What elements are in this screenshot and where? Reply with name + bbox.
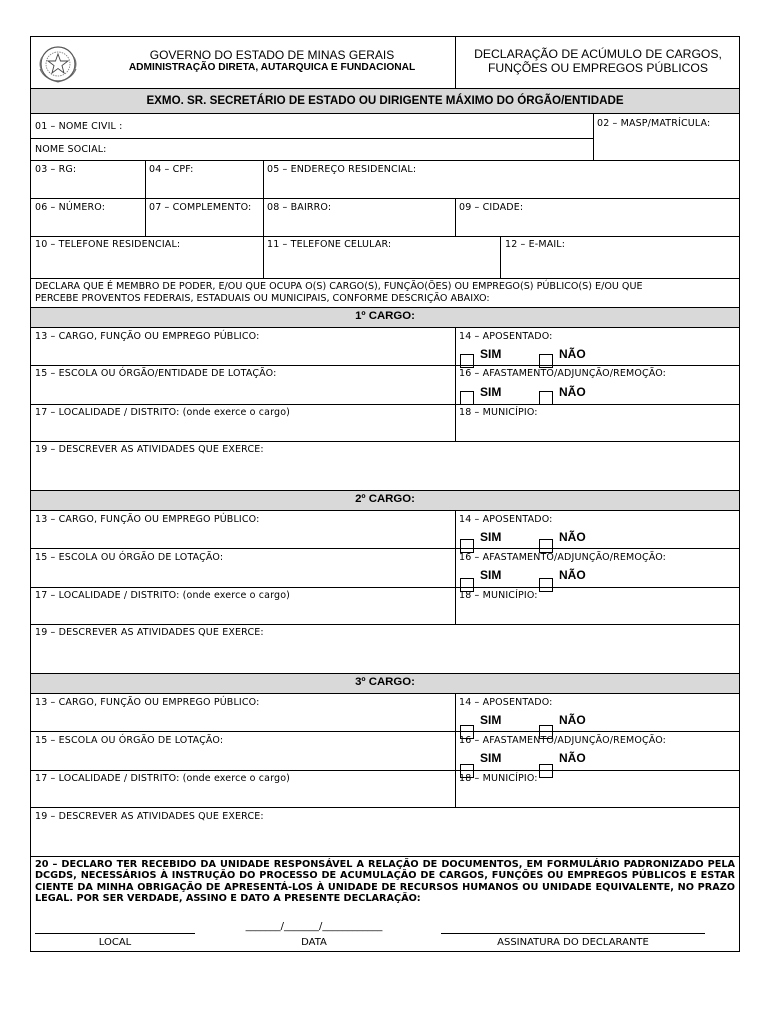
cargo-2-retired-no-checkbox[interactable] — [539, 539, 553, 553]
addressee-heading: EXMO. SR. SECRETÁRIO DE ESTADO OU DIRIGENTE MÁXIMO DO ÓRGÃO/ENTIDADE — [146, 94, 624, 107]
cargo-3-leave-yes-label: SIM — [480, 751, 502, 765]
cargo-1-field-18[interactable]: 18 – MUNICÍPIO: — [459, 407, 538, 418]
cargo-1-field-14: 14 – APOSENTADO: — [459, 331, 553, 342]
cargo-3-leave-no-checkbox[interactable] — [539, 764, 553, 778]
field-04-cpf[interactable]: 04 – CPF: — [149, 164, 194, 175]
declaration-form — [30, 36, 740, 952]
cargo-2-field-17[interactable]: 17 – LOCALIDADE / DISTRITO: (onde exerce o cargo) — [35, 590, 291, 601]
cargo-3-retired-no-label: NÃO — [559, 713, 586, 727]
administration-subtitle: ADMINISTRAÇÃO DIRETA, AUTARQUICA E FUNDACIONAL — [128, 62, 416, 73]
cargo-1-leave-yes-label: SIM — [480, 385, 502, 399]
cargo-3-field-14: 14 – APOSENTADO: — [459, 697, 553, 708]
cargo-2-field-15[interactable]: 15 – ESCOLA OU ÓRGÃO DE LOTAÇÃO: — [35, 552, 224, 563]
cargo-2-retired-no-label: NÃO — [559, 530, 586, 544]
field-08-district[interactable]: 08 – BAIRRO: — [267, 202, 332, 213]
cargo-2-field-18[interactable]: 18 – MUNICÍPIO: — [459, 590, 538, 601]
cargo-2-heading: 2º CARGO: — [355, 493, 415, 505]
cargo-1-field-15[interactable]: 15 – ESCOLA OU ÓRGÃO/ENTIDADE DE LOTAÇÃO: — [35, 368, 277, 379]
cargo-3-field-16: 16 – AFASTAMENTO/ADJUNÇÃO/REMOÇÃO: — [459, 735, 667, 746]
field-12-email[interactable]: 12 – E-MAIL: — [505, 239, 566, 250]
cargo-1-field-19[interactable]: 19 – DESCREVER AS ATIVIDADES QUE EXERCE: — [35, 444, 264, 455]
field-07-complement[interactable]: 07 – COMPLEMENTO: — [149, 202, 252, 213]
cargo-2-retired-yes-label: SIM — [480, 530, 502, 544]
cargo-1-field-13[interactable]: 13 – CARGO, FUNÇÃO OU EMPREGO PÚBLICO: — [35, 331, 260, 342]
cargo-2-field-16: 16 – AFASTAMENTO/ADJUNÇÃO/REMOÇÃO: — [459, 552, 667, 563]
field-social-name[interactable]: NOME SOCIAL: — [35, 144, 107, 155]
cargo-2-field-14: 14 – APOSENTADO: — [459, 514, 553, 525]
cargo-1-leave-yes-checkbox[interactable] — [460, 391, 474, 405]
cargo-1-retired-no-label: NÃO — [559, 347, 586, 361]
government-name: GOVERNO DO ESTADO DE MINAS GERAIS — [149, 48, 395, 62]
cargo-2-leave-no-checkbox[interactable] — [539, 578, 553, 592]
field-01-civil-name[interactable]: 01 – NOME CIVIL : — [35, 121, 123, 132]
cargo-1-leave-no-label: NÃO — [559, 385, 586, 399]
field-05-address[interactable]: 05 – ENDEREÇO RESIDENCIAL: — [267, 164, 417, 175]
cargo-3-heading: 3º CARGO: — [355, 676, 415, 688]
cargo-1-leave-no-checkbox[interactable] — [539, 391, 553, 405]
local-label: LOCAL — [98, 937, 132, 948]
cargo-2-retired-yes-checkbox[interactable] — [460, 539, 474, 553]
cargo-2-field-13[interactable]: 13 – CARGO, FUNÇÃO OU EMPREGO PÚBLICO: — [35, 514, 260, 525]
field-10-home-phone[interactable]: 10 – TELEFONE RESIDENCIAL: — [35, 239, 181, 250]
cargo-3-field-15[interactable]: 15 – ESCOLA OU ÓRGÃO DE LOTAÇÃO: — [35, 735, 224, 746]
cargo-1-field-17[interactable]: 17 – LOCALIDADE / DISTRITO: (onde exerce o cargo) — [35, 407, 291, 418]
declaration-intro-line2: PERCEBE PROVENTOS FEDERAIS, ESTADUAIS OU MUNICIPAIS, CONFORME DESCRIÇÃO ABAIXO: — [35, 292, 490, 304]
field-06-number[interactable]: 06 – NÚMERO: — [35, 202, 106, 213]
cargo-3-field-18[interactable]: 18 – MUNICÍPIO: — [459, 773, 538, 784]
cargo-3-field-19[interactable]: 19 – DESCREVER AS ATIVIDADES QUE EXERCE: — [35, 811, 264, 822]
date-blank[interactable]: _______/_______/____________ — [245, 921, 383, 932]
cargo-3-field-13[interactable]: 13 – CARGO, FUNÇÃO OU EMPREGO PÚBLICO: — [35, 697, 260, 708]
cargo-1-heading: 1º CARGO: — [355, 310, 415, 322]
form-title — [456, 47, 740, 75]
final-declaration: 20 – DECLARO TER RECEBIDO DA UNIDADE RESPONSÁVEL A RELAÇÃO DE DOCUMENTOS, EM FORMULÁRIO PADRONIZADO PELA DCGDS, NECESSÁRIOS À INSTRUÇÃO DO PROCESSO DE ACUMULAÇÃO DE CARGOS, FUNÇÕES OU EMPREGOS PÚBLICOS E ESTAR CIENTE DA MINHA OBRIGAÇÃO DE APRESENTÁ-LOS À UNIDADE DE RECURSOS HUMANOS OU UNIDADE EQUIVALENTE, NO PRAZO LEGAL. POR SER VERDADE, ASSINO E DATO A PRESENTE DECLARAÇÃO: — [35, 859, 735, 904]
cargo-2-leave-no-label: NÃO — [559, 568, 586, 582]
field-02-masp[interactable]: 02 – MASP/MATRÍCULA: — [597, 118, 711, 129]
form-title-line1: DECLARAÇÃO DE ACÚMULO DE CARGOS, — [474, 47, 722, 61]
cargo-3-field-17[interactable]: 17 – LOCALIDADE / DISTRITO: (onde exerce o cargo) — [35, 773, 291, 784]
declaration-intro — [35, 281, 735, 304]
cargo-2-leave-yes-label: SIM — [480, 568, 502, 582]
cargo-3-retired-yes-label: SIM — [480, 713, 502, 727]
signature-label: ASSINATURA DO DECLARANTE — [497, 937, 649, 948]
cargo-3-leave-no-label: NÃO — [559, 751, 586, 765]
field-03-rg[interactable]: 03 – RG: — [35, 164, 77, 175]
cargo-1-retired-yes-label: SIM — [480, 347, 502, 361]
cargo-1-field-16: 16 – AFASTAMENTO/ADJUNÇÃO/REMOÇÃO: — [459, 368, 667, 379]
state-emblem-icon — [36, 43, 80, 85]
field-11-cell-phone[interactable]: 11 – TELEFONE CELULAR: — [267, 239, 392, 250]
field-09-city[interactable]: 09 – CIDADE: — [459, 202, 524, 213]
form-title-line2: FUNÇÕES OU EMPREGOS PÚBLICOS — [487, 61, 709, 75]
signature-line[interactable] — [441, 933, 705, 934]
date-label: DATA — [301, 937, 327, 948]
declaration-intro-line1: DECLARA QUE É MEMBRO DE PODER, E/OU QUE OCUPA O(S) CARGO(S), FUNÇÃO(ÕES) OU EMPREGO(S) PÚBLICO(S) E/OU QUE — [35, 281, 643, 292]
local-line[interactable] — [35, 933, 195, 934]
cargo-2-field-19[interactable]: 19 – DESCREVER AS ATIVIDADES QUE EXERCE: — [35, 627, 264, 638]
